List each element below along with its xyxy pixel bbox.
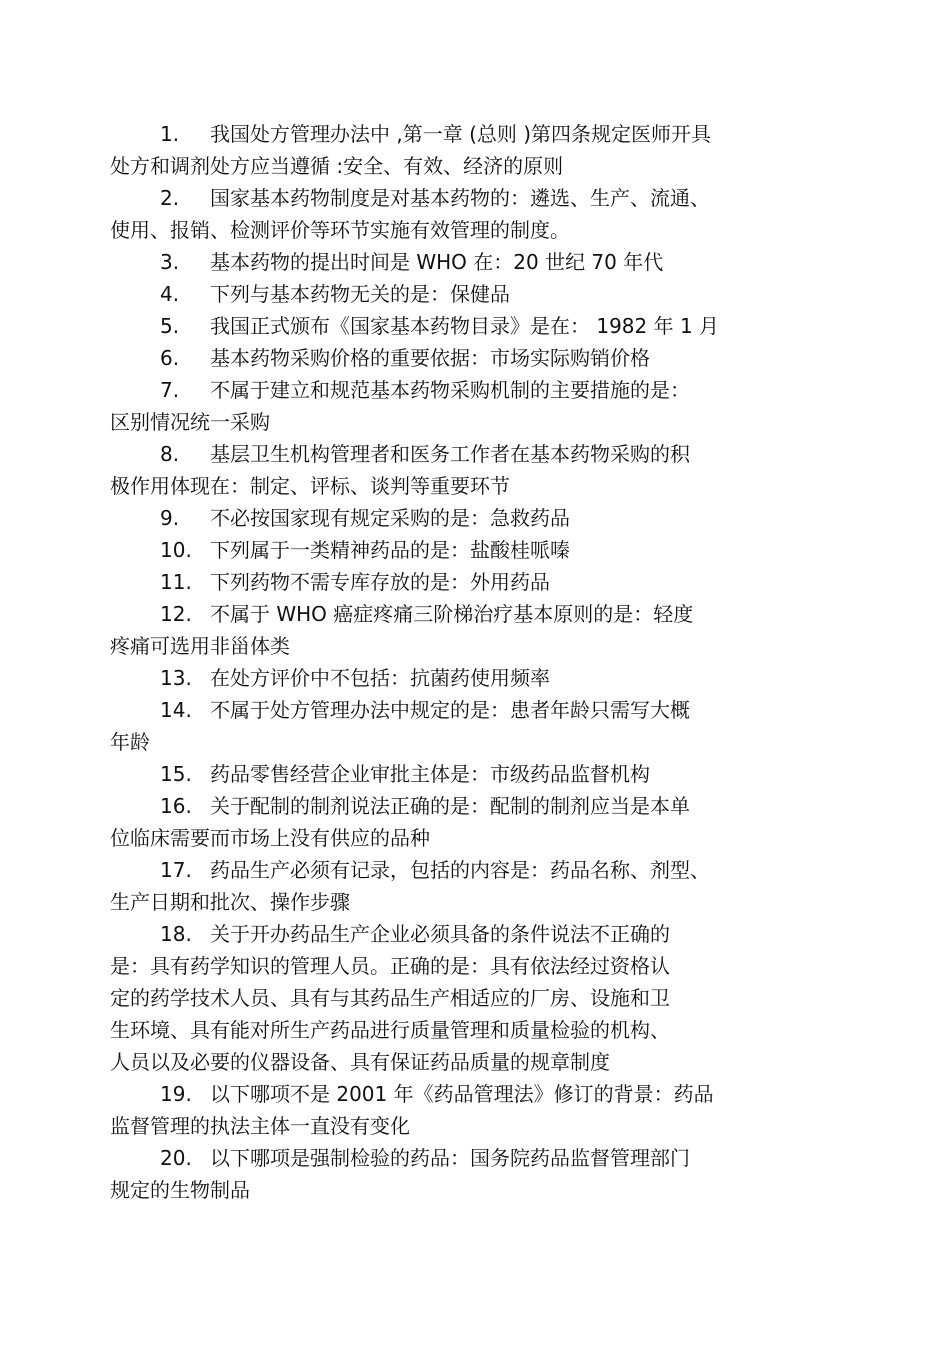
item-text-line: 年龄 xyxy=(110,730,150,754)
item-number: 6. xyxy=(160,346,180,370)
item-text-line: 生环境、具有能对所生产药品进行质量管理和质量检验的机构、 xyxy=(110,1018,670,1042)
question-list xyxy=(110,118,830,1206)
item-text-line: 不属于建立和规范基本药物采购机制的主要措施的是： xyxy=(210,378,690,402)
item-number: 4. xyxy=(160,282,180,306)
item-number: 18. xyxy=(160,922,192,946)
item-text-line: 我国处方管理办法中 ,第一章 (总则 )第四条规定医师开具 xyxy=(210,122,712,146)
item-text-line: 疼痛可选用非甾体类 xyxy=(110,634,290,658)
item-text-line: 生产日期和批次、操作步骤 xyxy=(110,890,350,914)
item-number: 7. xyxy=(160,378,180,402)
list-item xyxy=(110,758,830,790)
list-item xyxy=(110,1142,830,1206)
item-text-line: 下列与基本药物无关的是：保健品 xyxy=(210,282,510,306)
list-item xyxy=(110,566,830,598)
list-item xyxy=(110,1078,830,1142)
list-item xyxy=(110,310,830,342)
item-text-line: 处方和调剂处方应当遵循 :安全、有效、经济的原则 xyxy=(110,154,564,178)
item-text-line: 国家基本药物制度是对基本药物的：遴选、生产、流通、 xyxy=(210,186,710,210)
list-item xyxy=(110,374,830,438)
item-text-line: 以下哪项不是 2001 年《药品管理法》修订的背景：药品 xyxy=(210,1082,714,1106)
item-text-line: 关于开办药品生产企业必须具备的条件说法不正确的 xyxy=(210,922,670,946)
item-number: 13. xyxy=(160,666,192,690)
item-text-line: 不属于处方管理办法中规定的是：患者年龄只需写大概 xyxy=(210,698,690,722)
item-number: 3. xyxy=(160,250,180,274)
list-item xyxy=(110,278,830,310)
item-number: 15. xyxy=(160,762,192,786)
list-item xyxy=(110,598,830,662)
item-text-line: 基本药物的提出时间是 WHO 在：20 世纪 70 年代 xyxy=(210,250,664,274)
item-number: 14. xyxy=(160,698,192,722)
item-text-line: 不属于 WHO 癌症疼痛三阶梯治疗基本原则的是：轻度 xyxy=(210,602,694,626)
list-item xyxy=(110,534,830,566)
item-text-line: 位临床需要而市场上没有供应的品种 xyxy=(110,826,430,850)
item-text-line: 规定的生物制品 xyxy=(110,1178,250,1202)
list-item xyxy=(110,694,830,758)
list-item xyxy=(110,182,830,246)
item-text-line: 下列药物不需专库存放的是：外用药品 xyxy=(210,570,550,594)
item-text-line: 基本药物采购价格的重要依据：市场实际购销价格 xyxy=(210,346,650,370)
list-item xyxy=(110,662,830,694)
item-text-line: 不必按国家现有规定采购的是：急救药品 xyxy=(210,506,570,530)
item-number: 11. xyxy=(160,570,192,594)
item-text-line: 定的药学技术人员、具有与其药品生产相适应的厂房、设施和卫 xyxy=(110,986,670,1010)
item-text-line: 是：具有药学知识的管理人员。正确的是：具有依法经过资格认 xyxy=(110,954,670,978)
item-number: 17. xyxy=(160,858,192,882)
item-number: 5. xyxy=(160,314,180,338)
item-text-line: 药品生产必须有记录，包括的内容是：药品名称、剂型、 xyxy=(210,858,710,882)
item-text-line: 基层卫生机构管理者和医务工作者在基本药物采购的积 xyxy=(210,442,690,466)
item-text-line: 极作用体现在：制定、评标、谈判等重要环节 xyxy=(110,474,510,498)
item-text-line: 使用、报销、检测评价等环节实施有效管理的制度。 xyxy=(110,218,570,242)
list-item xyxy=(110,854,830,918)
item-number: 9. xyxy=(160,506,180,530)
item-text-line: 区别情况统一采购 xyxy=(110,410,270,434)
list-item xyxy=(110,790,830,854)
list-item xyxy=(110,502,830,534)
item-text-line: 药品零售经营企业审批主体是：市级药品监督机构 xyxy=(210,762,650,786)
item-text-line: 监督管理的执法主体一直没有变化 xyxy=(110,1114,410,1138)
list-item xyxy=(110,918,830,1078)
item-text-line: 以下哪项是强制检验的药品：国务院药品监督管理部门 xyxy=(210,1146,690,1170)
item-number: 8. xyxy=(160,442,180,466)
item-number: 16. xyxy=(160,794,192,818)
item-text-line: 人员以及必要的仪器设备、具有保证药品质量的规章制度 xyxy=(110,1050,610,1074)
item-text-line: 我国正式颁布《国家基本药物目录》是在： 1982 年 1 月 xyxy=(210,314,720,338)
list-item xyxy=(110,118,830,182)
item-text-line: 关于配制的制剂说法正确的是：配制的制剂应当是本单 xyxy=(210,794,690,818)
item-number: 19. xyxy=(160,1082,192,1106)
item-number: 2. xyxy=(160,186,180,210)
item-number: 10. xyxy=(160,538,192,562)
item-number: 12. xyxy=(160,602,192,626)
item-text-line: 下列属于一类精神药品的是：盐酸桂哌嗪 xyxy=(210,538,570,562)
list-item xyxy=(110,246,830,278)
list-item xyxy=(110,342,830,374)
list-item xyxy=(110,438,830,502)
item-number: 1. xyxy=(160,122,180,146)
item-text-line: 在处方评价中不包括：抗菌药使用频率 xyxy=(210,666,550,690)
item-number: 20. xyxy=(160,1146,192,1170)
